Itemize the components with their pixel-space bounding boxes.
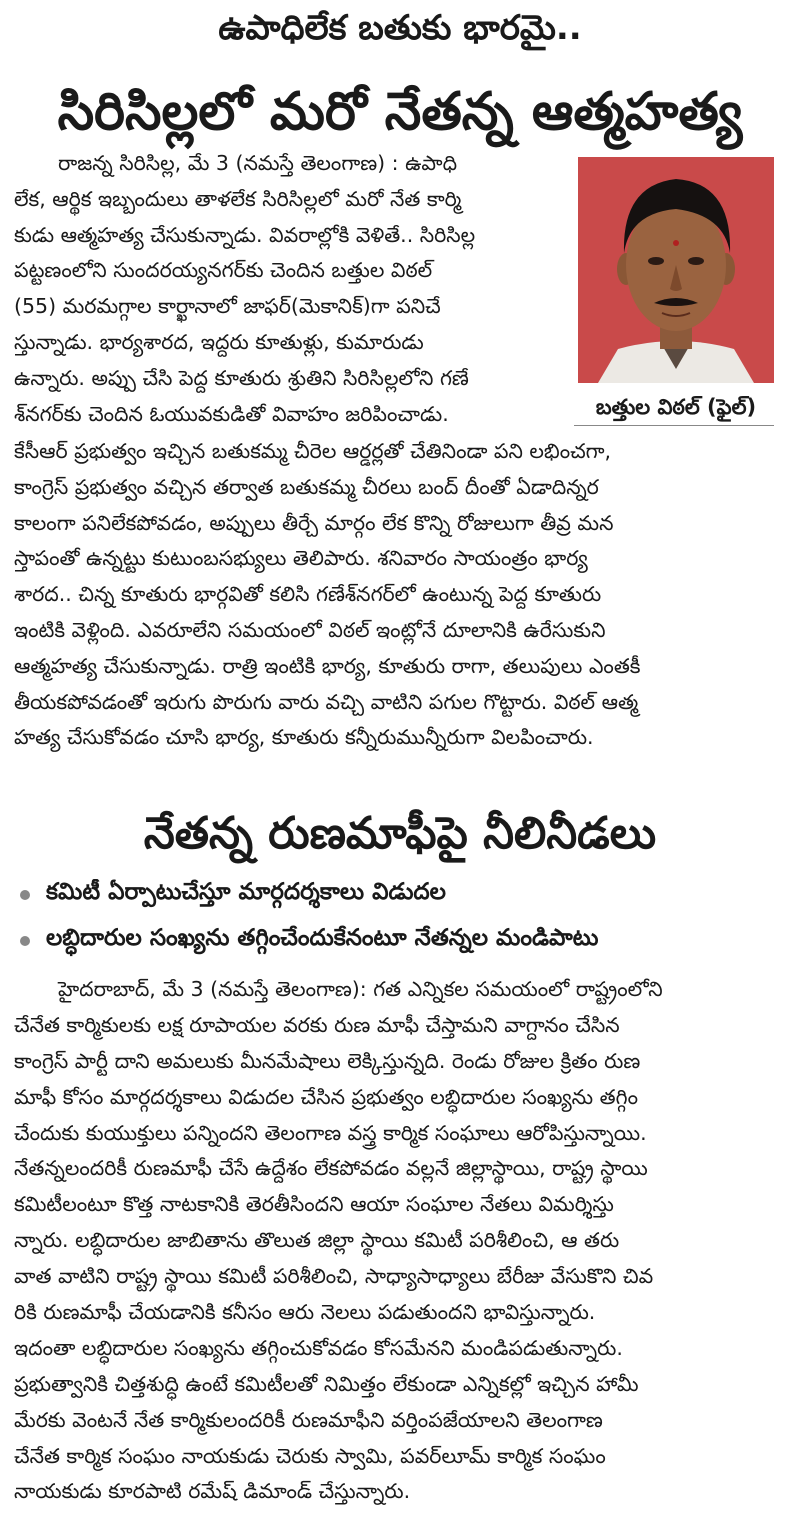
text-line: కేసీఆర్ ప్రభుత్వం ఇచ్చిన బతుకమ్మ చీరెల ఆర్డర్లతో చేతినిండా పని లభించగా, xyxy=(14,439,612,463)
text-line: కమిటీలంటూ కొత్త నాటకానికి తెరతీసిందని ఆయా సంఘాల నేతలు విమర్శిస్తు xyxy=(14,1192,614,1217)
text-line: లేక, ఆర్థిక ఇబ్బందులు తాళలేక సిరిసిల్లలో మరో నేత కార్మి xyxy=(14,186,462,211)
bullet-item xyxy=(20,918,790,964)
text-line: ఇంటికి వెళ్లింది. ఎవరూలేని సమయంలో విఠల్ ఇంట్లోనే దూలానికి ఉరేసుకుని xyxy=(14,617,606,642)
text-line: రాజన్న సిరిసిల్ల, మే 3 (నమస్తే తెలంగాణ) : ఉపాధి xyxy=(58,151,458,175)
article1-headline: సిరిసిల్లలో మరో నేతన్న ఆత్మహత్య xyxy=(57,82,743,142)
text-line: ప్రభుత్వానికి చిత్తశుద్ధి ఉంటే కమిటీలతో నిమిత్తం లేకుండా ఎన్నికల్లో ఇచ్చిన హామీ xyxy=(14,1371,639,1396)
text-line: హత్య చేసుకోవడం చూసి భార్య, కూతురు కన్నీరుమున్నీరుగా విలపించారు. xyxy=(14,725,594,750)
text-line: మేరకు వెంటనే నేత కార్మికులందరికీ రుణమాఫీని వర్తింపజేయాలని తెలంగాణ xyxy=(14,1407,603,1432)
text-line: మాఫీ కోసం మార్గదర్శకాలు విడుదల చేసిన ప్రభుత్వం లబ్ధిదారుల సంఖ్యను తగ్గిం xyxy=(14,1084,638,1109)
text-line: ఉన్నారు. అప్పు చేసి పెద్ద కూతురు శ్రుతిని సిరిసిల్లలోని గణే xyxy=(14,365,469,390)
text-line: పట్టణంలోని సుందరయ్యనగర్‌కు చెందిన బత్తుల విఠల్ xyxy=(14,258,433,283)
text-line: శ్‌నగర్‌కు చెందిన ఓయువకుడితో వివాహం జరిపించాడు. xyxy=(14,401,449,426)
text-line: చేనేత కార్మికులకు లక్ష రూపాయల వరకు రుణ మాఫీ చేస్తామని వాగ్దానం చేసిన xyxy=(14,1012,620,1037)
bullet-dot-icon xyxy=(20,936,30,946)
bullet-item xyxy=(20,872,790,918)
text-line: నాయకుడు కూరపాటి రమేష్ డిమాండ్ చేస్తున్నారు. xyxy=(14,1479,411,1504)
bullet-dot-icon xyxy=(20,890,30,900)
text-line: న్నారు. లబ్ధిదారుల జాబితాను తొలుత జిల్లా స్థాయి కమిటీ పరిశీలించి, ఆ తరు xyxy=(14,1228,620,1253)
article2-bullets xyxy=(20,872,790,964)
text-line: కాంగ్రెస్ పార్టీ దాని అమలుకు మీనమేషాలు లెక్కిస్తున్నది. రెండు రోజుల క్రితం రుణ xyxy=(14,1048,641,1073)
text-line: చేనేత కార్మిక సంఘం నాయకుడు చెరుకు స్వామి, పవర్‌లూమ్ కార్మిక సంఘం xyxy=(14,1443,606,1468)
text-line: కాలంగా పనిలేకపోవడం, అప్పులు తీర్చే మార్గం లేక కొన్ని రోజులుగా తీవ్ర మన xyxy=(14,510,614,535)
bullet-text: లబ్ధిదారుల సంఖ్యను తగ్గించేందుకేనంటూ నేతన్నల మండిపాటు xyxy=(46,925,599,951)
text-line: చేందుకు కుయుక్తులు పన్నిందని తెలంగాణ వస్త్ర కార్మిక సంఘాలు ఆరోపిస్తున్నాయి. xyxy=(14,1120,647,1145)
text-line: హైదరాబాద్, మే 3 (నమస్తే తెలంగాణ): గత ఎన్నికల సమయంలో రాష్ట్రంలోని xyxy=(58,977,663,1001)
portrait-photo xyxy=(578,157,774,383)
text-line: ఇదంతా లబ్ధిదారుల సంఖ్యను తగ్గించుకోవడం కోసమేనని మండిపడుతున్నారు. xyxy=(14,1335,623,1360)
text-line: వాత వాటిని రాష్ట్ర స్థాయి కమిటీ పరిశీలించి, సాధ్యాసాధ్యాలు బేరీజు వేసుకొని చివ xyxy=(14,1264,654,1289)
photo-caption: బత్తుల విఠల్ (ఫైల్) xyxy=(595,395,757,419)
text-line: కాంగ్రెస్ ప్రభుత్వం వచ్చిన తర్వాత బతుకమ్మ చీరలు బంద్ దీంతో ఏడాదిన్నర xyxy=(14,474,599,499)
article2-headline: నేతన్న రుణమాఫీపై నీలినీడలు xyxy=(143,808,657,859)
article2-body xyxy=(14,972,786,1510)
caption-divider xyxy=(574,425,774,426)
article1-paragraph2 xyxy=(14,434,786,756)
text-line: స్తాపంతో ఉన్నట్టు కుటుంబసభ్యులు తెలిపారు. శనివారం సాయంత్రం భార్య xyxy=(14,546,588,571)
article1-kicker: ఉపాధిలేక బతుకు భారమై.. xyxy=(218,8,582,48)
text-line: తీయకపోవడంతో ఇరుగు పొరుగు వారు వచ్చి వాటిని పగుల గొట్టారు. విఠల్ ఆత్మ xyxy=(14,689,639,714)
text-line: స్తున్నాడు. భార్యశారద, ఇద్దరు కూతుళ్లు, కుమారుడు xyxy=(14,329,424,354)
text-line: నేతన్నలందరికీ రుణమాఫీ చేసే ఉద్దేశం లేకపోవడం వల్లనే జిల్లాస్థాయి, రాష్ట్ర స్థాయి xyxy=(14,1156,648,1181)
article1-paragraph1 xyxy=(14,146,566,432)
bullet-text: కమిటీ ఏర్పాటుచేస్తూ మార్గదర్శకాలు విడుదల xyxy=(46,879,446,905)
portrait-illustration xyxy=(578,157,774,383)
text-line: కుడు ఆత్మహత్య చేసుకున్నాడు. వివరాల్లోకి వెళితే.. సిరిసిల్ల xyxy=(14,222,476,247)
text-line: (55) మరమగ్గాల కార్ఖానాలో జాఫర్(మెకానిక్)గా పనిచే xyxy=(14,294,441,319)
text-line: ఆత్మహత్య చేసుకున్నాడు. రాత్రి ఇంటికి భార్య, కూతురు రాగా, తలుపులు ఎంతకీ xyxy=(14,653,641,678)
text-line: శారద.. చిన్న కూతురు భార్గవితో కలిసి గణేశ్‌నగర్‌లో ఉంటున్న పెద్ద కూతురు xyxy=(14,582,602,607)
text-line: రికి రుణమాఫీ చేయడానికి కనీసం ఆరు నెలలు పడుతుందని భావిస్తున్నారు. xyxy=(14,1300,596,1325)
